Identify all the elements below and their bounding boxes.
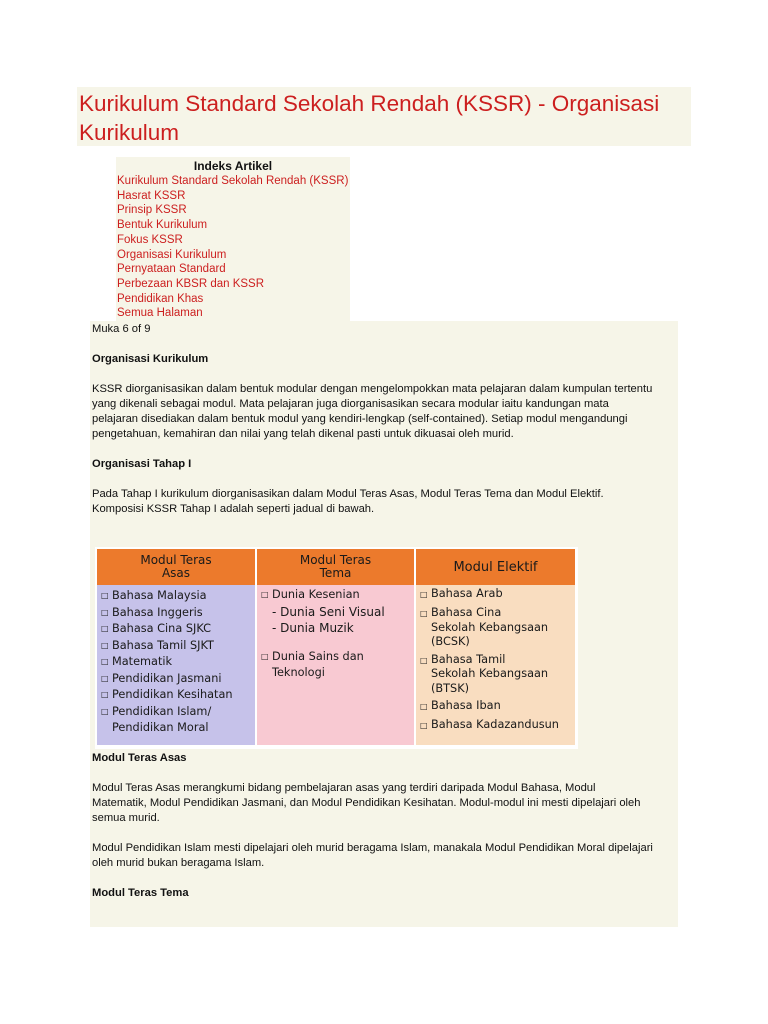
section-heading-organisasi: Organisasi Kurikulum	[92, 353, 209, 365]
page-indicator: Muka 6 of 9	[92, 323, 151, 335]
index-link-semua-halaman[interactable]: Semua Halaman	[117, 307, 203, 320]
square-bullet-icon: □	[101, 706, 109, 716]
list-item: □ Bahasa Kadazandusun	[420, 718, 571, 734]
section-heading-tahap: Organisasi Tahap I	[92, 458, 192, 470]
list-item: □ Pendidikan Jasmani	[101, 671, 251, 688]
paragraph-line: pengetahuan, kemahiran dan nilai yang telah dikenal pasti untuk dikuasai oleh murid.	[92, 428, 514, 440]
index-link-pernyataan[interactable]: Pernyataan Standard	[117, 263, 226, 276]
paragraph-line: oleh murid bukan beragama Islam.	[92, 857, 265, 869]
index-link-bentuk[interactable]: Bentuk Kurikulum	[117, 219, 208, 232]
square-bullet-icon: □	[101, 607, 109, 617]
list-item: □ Bahasa Cina SJKC	[101, 621, 251, 638]
list-item: □ Bahasa Malaysia	[101, 588, 251, 605]
list-item: □ Bahasa Iban	[420, 699, 571, 715]
list-item: □ Bahasa Cina Sekolah Kebangsaan (BCSK)	[420, 606, 549, 648]
square-bullet-icon: □	[420, 702, 428, 711]
square-bullet-icon: □	[101, 640, 109, 650]
paragraph-line: yang dikenali sebagai modul. Mata pelajaran juga diorganisasikan secara modular iaitu kandungan mata	[92, 398, 609, 410]
list-item: □ Bahasa Arab	[420, 587, 571, 603]
section-heading-asas: Modul Teras Asas	[92, 752, 187, 764]
kssr-composition-table	[95, 547, 578, 749]
column-header-teras-tema: Modul Teras Tema	[257, 549, 414, 585]
square-bullet-icon: □	[101, 673, 109, 683]
index-link-organisasi[interactable]: Organisasi Kurikulum	[117, 248, 227, 261]
list-item: □ Bahasa Inggeris	[101, 605, 251, 622]
paragraph-line: KSSR diorganisasikan dalam bentuk modular dengan mengelompokkan mata pelajaran dalam kumpulan tertentu	[92, 383, 653, 395]
article-index	[116, 157, 350, 321]
sub-item: - Dunia Seni Visual	[272, 604, 385, 619]
column-header-elektif: Modul Elektif	[416, 549, 575, 585]
title-box	[77, 87, 691, 146]
index-link-hasrat[interactable]: Hasrat KSSR	[117, 189, 186, 202]
list-item: □ Dunia Sains dan Teknologi	[261, 649, 410, 682]
sub-item: - Dunia Muzik	[272, 621, 354, 635]
index-link-prinsip[interactable]: Prinsip KSSR	[117, 204, 187, 217]
square-bullet-icon: □	[101, 624, 109, 633]
paragraph-line: Modul Pendidikan Islam mesti dipelajari oleh murid beragama Islam, manakala Modul Pendidikan Moral dipelajari	[92, 842, 653, 854]
index-link-perbezaan[interactable]: Perbezaan KBSR dan KSSR	[117, 277, 265, 290]
list-item: □ Bahasa Tamil SJKT	[101, 638, 251, 655]
page-title: Kurikulum Standard Sekolah Rendah (KSSR) - Organisasi Kurikulum	[79, 91, 660, 145]
square-bullet-icon: □	[420, 721, 428, 730]
index-link-pendidikan-khas[interactable]: Pendidikan Khas	[117, 292, 204, 305]
square-bullet-icon: □	[261, 590, 269, 599]
list-item: □ Bahasa Tamil Sekolah Kebangsaan (BTSK)	[420, 652, 549, 695]
list-item: □ Matematik	[101, 654, 251, 671]
square-bullet-icon: □	[101, 657, 109, 666]
index-link-fokus[interactable]: Fokus KSSR	[117, 233, 183, 246]
square-bullet-icon: □	[101, 591, 109, 600]
column-teras-asas	[97, 549, 257, 745]
list-item: □ Pendidikan Islam/ Pendidikan Moral	[101, 704, 251, 737]
paragraph-line: Komposisi KSSR Tahap I adalah seperti jadual di bawah.	[92, 503, 375, 515]
square-bullet-icon: □	[420, 609, 428, 618]
column-teras-tema	[257, 549, 416, 745]
square-bullet-icon: □	[261, 651, 269, 661]
paragraph-line: semua murid.	[92, 812, 160, 824]
paragraph-line: Modul Teras Asas merangkumi bidang pembelajaran asas yang terdiri daripada Modul Bahasa, Modul	[92, 782, 596, 794]
paragraph-line: pelajaran disediakan dalam bentuk modul yang kendiri-lengkap (self-contained). Setiap modul mengandungi	[92, 413, 628, 425]
square-bullet-icon: □	[101, 690, 109, 699]
section-heading-tema: Modul Teras Tema	[92, 887, 189, 899]
paragraph-line: Matematik, Modul Pendidikan Jasmani, dan Modul Pendidikan Kesihatan. Modul-modul ini mesti dipelajari oleh	[92, 797, 641, 809]
article-index-heading: Indeks Artikel	[193, 159, 273, 173]
list-item: □ Pendidikan Kesihatan	[101, 687, 251, 704]
index-link-kssr[interactable]: Kurikulum Standard Sekolah Rendah (KSSR)	[117, 175, 349, 187]
column-header-teras-asas: Modul Teras Asas	[97, 549, 255, 585]
list-item: □ Dunia Kesenian	[261, 587, 410, 604]
column-elektif	[416, 549, 575, 745]
square-bullet-icon: □	[420, 655, 428, 665]
paragraph-line: Pada Tahap I kurikulum diorganisasikan dalam Modul Teras Asas, Modul Teras Tema dan Modul Elektif.	[92, 488, 604, 500]
article-index-list	[116, 174, 350, 321]
square-bullet-icon: □	[420, 590, 428, 599]
